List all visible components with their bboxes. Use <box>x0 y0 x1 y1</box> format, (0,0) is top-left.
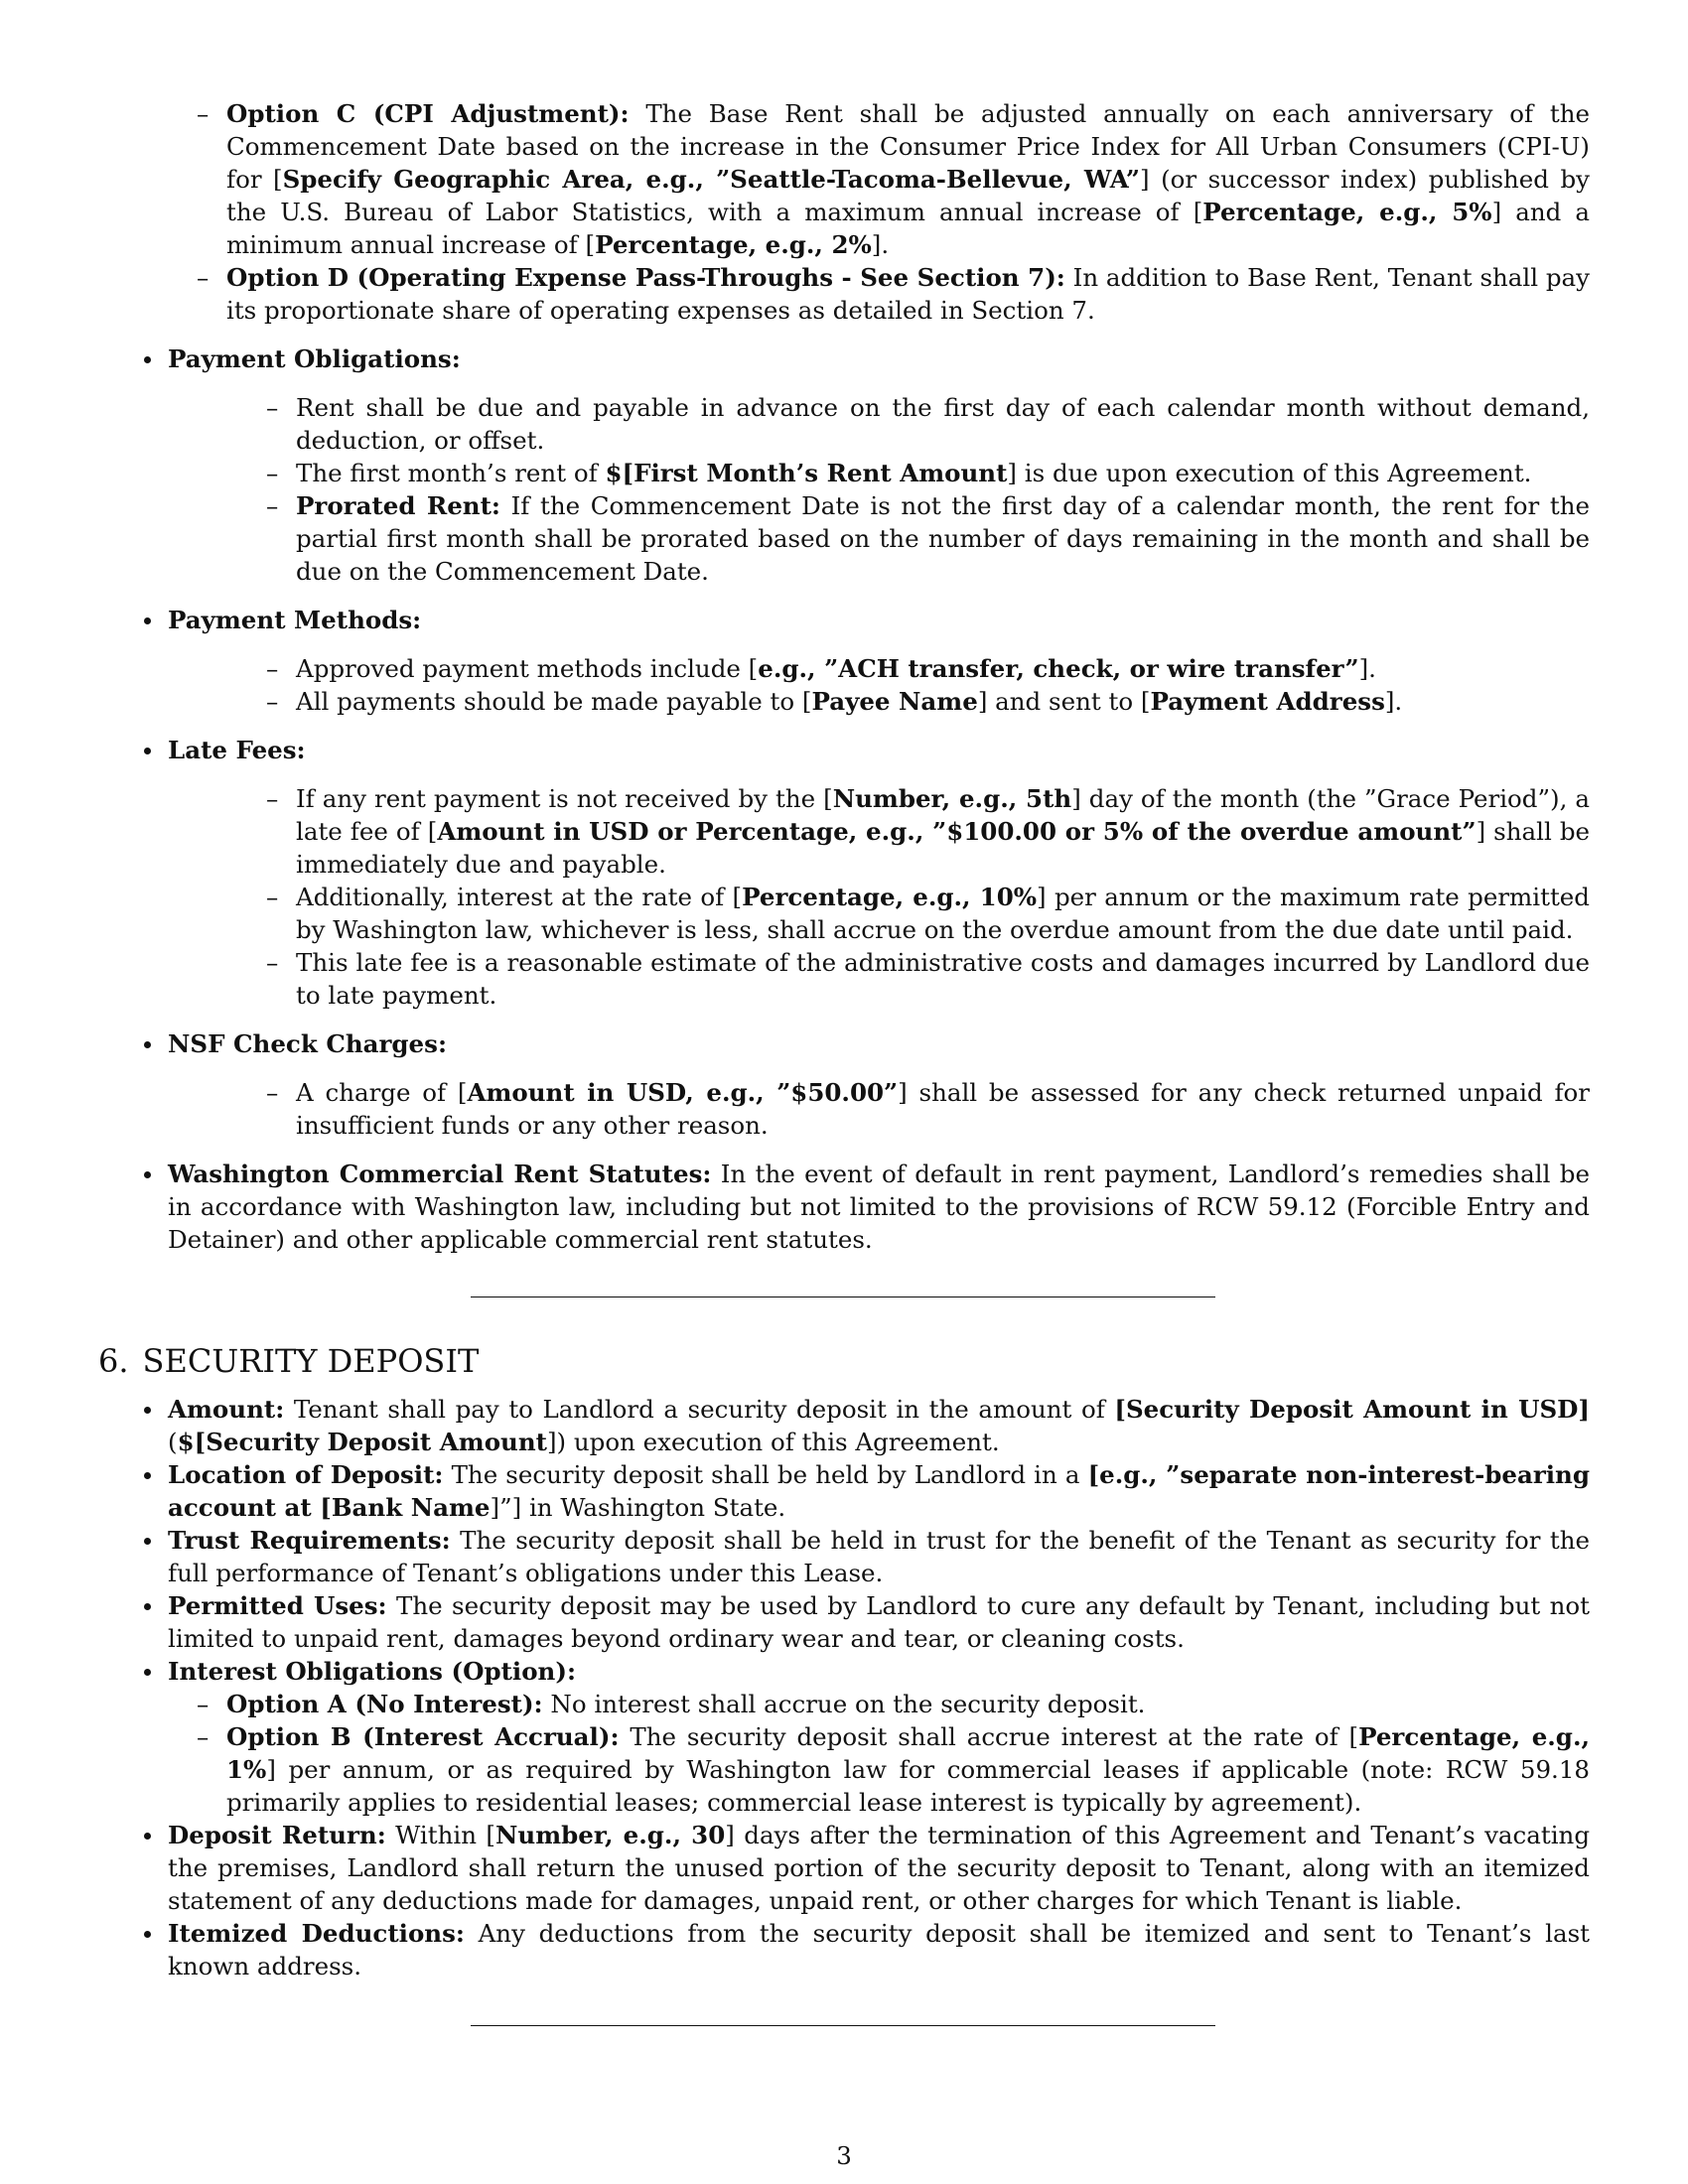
payment-obligations-heading: Payment Obligations: <box>168 344 461 373</box>
rent-escalation-options <box>226 97 1590 327</box>
list-item <box>296 457 1590 489</box>
text-run: ]. <box>871 230 890 259</box>
list-item <box>226 1720 1590 1819</box>
text-run: The security deposit shall accrue interest at the rate of [ <box>619 1722 1359 1751</box>
list-item <box>296 652 1590 685</box>
text-run: Tenant shall pay to Landlord a security deposit in the amount of <box>284 1395 1115 1424</box>
text-run: In addition to Base Rent, Tenant shall pay its proportionate share of operating expenses as detailed in Section 7. <box>226 263 1590 325</box>
uses-heading: Permitted Uses: <box>168 1591 387 1620</box>
late-fees-heading: Late Fees: <box>168 736 306 764</box>
payment-methods-item <box>168 604 1590 718</box>
late-fees-item <box>168 734 1590 1012</box>
location-heading: Location of Deposit: <box>168 1460 444 1489</box>
interest-obligations-item <box>168 1655 1590 1819</box>
placeholder-nsf-amount: Amount in USD, e.g., ”$50.00” <box>467 1078 899 1107</box>
nsf-check-charges-item <box>168 1027 1590 1142</box>
text-run: If any rent payment is not received by the [ <box>296 784 833 813</box>
nsf-sublist <box>296 1076 1590 1142</box>
section-title: SECURITY DEPOSIT <box>142 1342 480 1380</box>
text-run: The security deposit may be used by Landlord to cure any default by Tenant, including but not limited to unpaid rent, damages beyond ordinary wear and tear, or cleaning costs. <box>168 1591 1590 1653</box>
text-run: ] shall be assessed for any check returned unpaid for insufficient funds or any other reason. <box>296 1078 1590 1140</box>
text-run: Within [ <box>385 1821 495 1849</box>
placeholder-first-month-rent: $[First Month’s Rent Amount <box>605 459 1008 487</box>
placeholder-geographic-area: Specify Geographic Area, e.g., ”Seattle-Tacoma-Bellevue, WA” <box>282 165 1141 194</box>
text-run: ]. <box>1384 687 1403 716</box>
text-run: If the Commencement Date is not the first day of a calendar month, the rent for the partial first month shall be prorated based on the number of days remaining in the month and shall be due on the Commencement Date. <box>296 491 1590 586</box>
text-run: ] and a minimum annual increase of [ <box>226 198 1590 259</box>
text-run: The security deposit shall be held by Landlord in a <box>443 1460 1088 1489</box>
text-run: Any deductions from the security deposit shall be itemized and sent to Tenant’s last known address. <box>168 1919 1590 1980</box>
text-run: In the event of default in rent payment, Landlord’s remedies shall be in accordance with Washington law, including but not limited to the provisions of RCW 59.12 (Forcible Entry and Detainer) and other applicable commercial rent statutes. <box>168 1160 1590 1254</box>
late-fees-sublist <box>296 782 1590 1012</box>
itemized-deductions-item <box>168 1917 1590 1982</box>
payment-methods-heading: Payment Methods: <box>168 606 422 634</box>
list-item <box>296 1076 1590 1142</box>
placeholder-late-fee-amount: Amount in USD or Percentage, e.g., ”$100.00 or 5% of the overdue amount” <box>437 817 1477 846</box>
washington-rent-statutes-item <box>168 1158 1590 1256</box>
list-item <box>296 782 1590 881</box>
text-run: ] days after the termination of this Agreement and Tenant’s vacating the premises, Landlord shall return the unused portion of the security deposit to Tenant, along with an itemized statement of any deductions made for damages, unpaid rent, or other charges for which Tenant is liable. <box>168 1821 1590 1915</box>
text-run: ( <box>168 1428 178 1456</box>
text-run: The first month’s rent of <box>296 459 606 487</box>
prorated-rent-heading: Prorated Rent: <box>296 491 500 520</box>
list-item <box>296 489 1590 588</box>
placeholder-payee-name: Payee Name <box>811 687 978 716</box>
text-run: ]) upon execution of this Agreement. <box>546 1428 1000 1456</box>
list-item <box>296 685 1590 718</box>
text-run: ]”] in Washington State. <box>490 1493 786 1522</box>
placeholder-payment-address: Payment Address <box>1150 687 1385 716</box>
text-run: All payments should be made payable to [ <box>296 687 812 716</box>
text-run: ] day of the month (the ”Grace Period”), a late fee of [ <box>296 784 1590 846</box>
placeholder-payment-methods: e.g., ”ACH transfer, check, or wire transfer” <box>758 654 1359 683</box>
placeholder-grace-day: Number, e.g., 5th <box>832 784 1072 813</box>
security-deposit-list <box>168 1393 1590 1982</box>
deposit-amount-item <box>168 1393 1590 1458</box>
section-heading-security-deposit <box>98 1341 1590 1381</box>
interest-heading: Interest Obligations (Option): <box>168 1657 576 1686</box>
list-item: – This late fee is a reasonable estimate of the administrative costs and damages incurred by Landlord due to late payment. <box>296 946 1590 1012</box>
placeholder-max-increase: Percentage, e.g., 5% <box>1202 198 1492 226</box>
payment-obligations-item <box>168 342 1590 588</box>
page-content <box>98 97 1590 2026</box>
text-run: ] and sent to [ <box>977 687 1151 716</box>
option-d-operating-expense <box>226 261 1590 327</box>
option-c-heading: Option C (CPI Adjustment): <box>226 99 630 128</box>
placeholder-min-increase: Percentage, e.g., 2% <box>595 230 872 259</box>
list-item <box>296 881 1590 946</box>
option-a-heading: Option A (No Interest): <box>226 1690 543 1718</box>
amount-heading: Amount: <box>168 1395 285 1424</box>
text-run: ]. <box>1358 654 1376 683</box>
text-run: ] per annum, or as required by Washington law for commercial leases if applicable (note: RCW 59.18 primarily applies to residential leases; commercial lease interest is typically by agreement). <box>226 1755 1590 1817</box>
trust-heading: Trust Requirements: <box>168 1526 451 1555</box>
placeholder-deposit-interest-rate: Percentage, e.g., 1% <box>226 1722 1590 1784</box>
return-heading: Deposit Return: <box>168 1821 386 1849</box>
text-run: A charge of [ <box>296 1078 468 1107</box>
option-d-heading: Option D (Operating Expense Pass-Throughs - See Section 7): <box>226 263 1065 292</box>
option-b-heading: Option B (Interest Accrual): <box>226 1722 620 1751</box>
text-run: ] is due upon execution of this Agreement. <box>1007 459 1532 487</box>
placeholder-deposit-account: [e.g., ”separate non-interest-bearing account at [Bank Name <box>168 1460 1590 1522</box>
text-run: Approved payment methods include [ <box>296 654 759 683</box>
deposit-location-item <box>168 1458 1590 1524</box>
list-item <box>226 1688 1590 1720</box>
list-item: – Rent shall be due and payable in advance on the first day of each calendar month without demand, deduction, or offset. <box>296 391 1590 457</box>
text-run: No interest shall accrue on the security deposit. <box>542 1690 1146 1718</box>
placeholder-deposit-amount: $[Security Deposit Amount <box>177 1428 547 1456</box>
page-number: 3 <box>836 2141 852 2170</box>
payment-obligations-sublist <box>296 391 1590 588</box>
permitted-uses-item <box>168 1589 1590 1655</box>
section-number: 6. <box>98 1342 129 1380</box>
option-c-cpi-adjustment <box>226 97 1590 261</box>
text-run: Additionally, interest at the rate of [ <box>296 883 743 911</box>
section-divider <box>471 2025 1215 2026</box>
interest-options-sublist <box>226 1688 1590 1819</box>
text-run: The Base Rent shall be adjusted annually on each anniversary of the Commencement Date based on the increase in the Consumer Price Index for All Urban Consumers (CPI-U) for [ <box>226 99 1590 194</box>
placeholder-interest-rate: Percentage, e.g., 10% <box>742 883 1038 911</box>
text-run: ] shall be immediately due and payable. <box>296 817 1590 879</box>
placeholder-deposit-amount-usd: [Security Deposit Amount in USD] <box>1114 1395 1590 1424</box>
nsf-heading: NSF Check Charges: <box>168 1029 447 1058</box>
statutes-heading: Washington Commercial Rent Statutes: <box>168 1160 712 1188</box>
placeholder-return-days: Number, e.g., 30 <box>495 1821 726 1849</box>
text-run: ] per annum or the maximum rate permitted by Washington law, whichever is less, shall accrue on the overdue amount from the due date until paid. <box>296 883 1590 944</box>
rent-payment-list <box>168 342 1590 1256</box>
deposit-return-item <box>168 1819 1590 1917</box>
text-run: ] (or successor index) published by the U.S. Bureau of Labor Statistics, with a maximum annual increase of [ <box>226 165 1590 226</box>
text-run: The security deposit shall be held in trust for the benefit of the Tenant as security for the full performance of Tenant’s obligations under this Lease. <box>168 1526 1590 1587</box>
trust-requirements-item <box>168 1524 1590 1589</box>
payment-methods-sublist <box>296 652 1590 718</box>
itemized-heading: Itemized Deductions: <box>168 1919 465 1948</box>
